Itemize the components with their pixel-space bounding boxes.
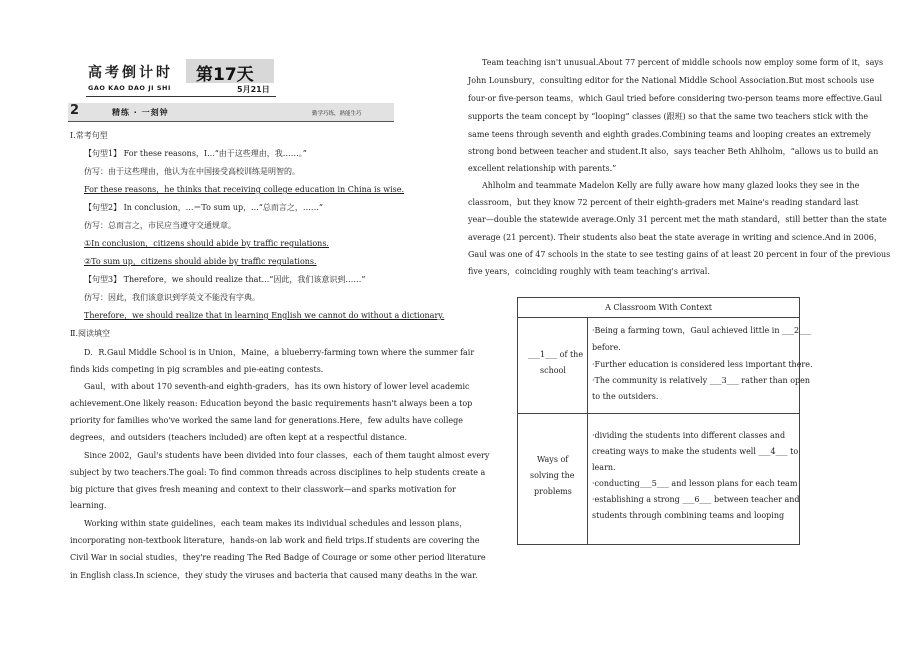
right-text-line: strong bond between teacher and student.It also，says teacher Beth Ahlholm，“allows us to build an [468, 147, 879, 156]
table-row2-heading-line2: solving the [530, 471, 575, 480]
left-text-line: Ⅱ.阅读填空 [70, 329, 110, 338]
table-row1-line: before. [592, 343, 621, 352]
right-text-line: supports the team concept by “looping” classes (跟班) so that the same two teachers stick with the [468, 112, 869, 121]
right-text-line: Gaul was one of 47 schools in the state to see testing gains of at least 20 percent in four of the previous [468, 250, 891, 259]
table-row1-line: to the outsiders. [592, 392, 659, 401]
table-row1-heading [518, 318, 588, 414]
left-text-line: Since 2002，Gaul's students have been divided into four classes，each of them taught almost every [84, 451, 490, 460]
table-title: A Classroom With Context [518, 298, 800, 318]
left-text-line: priority for families who've worked the same land for generations.Here，few adults have college [70, 416, 463, 425]
table-row1-line: ·Further education is considered less important there. [592, 360, 813, 369]
banner-date: 5月21日 [237, 85, 270, 94]
table-row1-content [588, 318, 813, 414]
left-text-line: 仿写：由于这些理由，他认为在中国接受高校训练是明智的。 [84, 167, 300, 176]
left-text-line: 【句型1】 For these reasons，I...“由于这些理由，我……。” [84, 149, 307, 158]
context-table [517, 297, 813, 545]
left-text-line: ①In conclusion，citizens should abide by traffic regulations. [84, 239, 329, 248]
table-row2-line: learn. [592, 463, 616, 472]
left-text-line: degrees，and outsiders (teachers included) are often kept at a respectful distance. [70, 433, 408, 442]
table-row2-heading-line1: Ways of [537, 455, 569, 464]
left-text-line: 仿写：因此，我们该意识到学英文不能没有字典。 [84, 293, 260, 302]
table-row1-heading-line2: school [540, 366, 566, 375]
section-motto: 勤学巧练，熟能生巧 [312, 111, 362, 117]
left-text-line: Civil War in social studies，they're reading The Red Badge of Courage or some other period literature [70, 553, 486, 562]
left-text-line: 【句型2】 In conclusion，...＝To sum up，...“总而言之，……” [84, 203, 323, 212]
right-text-line: five years，coinciding roughly with team teaching's arrival. [468, 267, 710, 276]
left-text-line: subject by two teachers.The goal: To find common threads across disciplines to help students create a [70, 468, 486, 477]
right-text-line: four-or five-person teams，which Gaul tried before considering two-person teams more effective.Gaul [468, 94, 883, 103]
table-row2-line: ·dividing the students into different classes and [592, 431, 786, 440]
right-text-line: classroom，but they know 72 percent of their eighth-graders met Maine's reading standard last [468, 198, 859, 207]
left-text-line: Ⅰ.常考句型 [70, 131, 108, 140]
right-text-line: Team teaching isn't unusual.About 77 percent of middle schools now employ some form of it，says [482, 58, 884, 67]
left-text-line: learning. [70, 501, 107, 510]
table-row1-heading-line1: ___1___ of the [528, 350, 584, 359]
table-row2-content [588, 414, 800, 545]
banner-title: 高考倒计时 [88, 65, 173, 81]
right-text-line: year—double the statewide average.Only 31 percent met the math standard，still better than the state [468, 215, 887, 224]
table-row1-line: ·Being a farming town，Gaul achieved little in ___2___ [592, 326, 812, 335]
left-text-line: D．R.Gaul Middle School is in Union，Maine，a blueberry-farming town where the summer fair [84, 348, 475, 357]
left-text-line: Therefore，we should realize that in learning English we cannot do without a dictionary. [84, 311, 445, 320]
left-text-line: 【句型3】 Therefore，we should realize that...“因此，我们该意识到……” [84, 275, 366, 284]
left-text-line: incorporating non-textbook literature，hands-on lab work and field trips.If students are covering the [70, 536, 480, 545]
table-row2-line: ·conducting___5___ and lesson plans for each team [592, 479, 798, 488]
section-number: 2 [70, 103, 80, 118]
banner-divider [86, 96, 276, 97]
left-text-line: big picture that gives fresh meaning and context to their classwork—and sparks motivation for [70, 485, 456, 494]
left-text-line: Gaul，with about 170 seventh-and eighth-graders，has its own history of lower level academic [84, 382, 470, 391]
left-text-line: ②To sum up，citizens should abide by traffic regulations. [84, 257, 317, 266]
section-title: 精练 · 一刻钟 [112, 108, 169, 117]
banner-pinyin: GAO KAO DAO JI SHI [88, 84, 171, 92]
table-row2-line: students through combining teams and looping [592, 511, 785, 520]
right-text-line: John Lounsbury，consulting editor for the National Middle School Association.But most schools use [468, 76, 875, 85]
table-row1-line: ·The community is relatively ___3___ rather than open [592, 376, 811, 385]
right-text-line: same teens through seventh and eighth grades.Combining teams and looping creates an extremely [468, 130, 871, 139]
right-text-line: Ahlholm and teammate Madelon Kelly are fully aware how many glazed looks they see in the [482, 181, 860, 190]
left-text-line: 仿写：总而言之，市民应当遵守交通规章。 [84, 221, 236, 230]
table-row2-heading-line3: problems [534, 487, 572, 496]
banner-day-count: 第17天 [196, 65, 254, 85]
left-text-line: in English class.In science，they study the viruses and bacteria that caused many deaths in the war. [70, 571, 478, 580]
table-row2-heading [518, 414, 588, 545]
left-text-line: finds kids competing in pig scrambles and pie-eating contests. [70, 365, 324, 374]
left-text-line: For these reasons，he thinks that receiving college education in China is wise. [84, 185, 405, 194]
table-row2-line: ·establishing a strong ___6___ between teacher and [592, 495, 800, 504]
left-text-line: Working within state guidelines，each team makes its individual schedules and lesson plans， [84, 519, 468, 528]
table-row2-line: creating ways to make the students well ___4___ to [592, 447, 799, 456]
right-text-line: excellent relationship with parents.” [468, 164, 617, 173]
left-text-line: achievement.One likely reason: Education beyond the basic requirements hasn't always been a top [70, 399, 473, 408]
right-text-line: average (21 percent). Their students also beat the state average in writing and science.And in 2006， [468, 233, 882, 242]
